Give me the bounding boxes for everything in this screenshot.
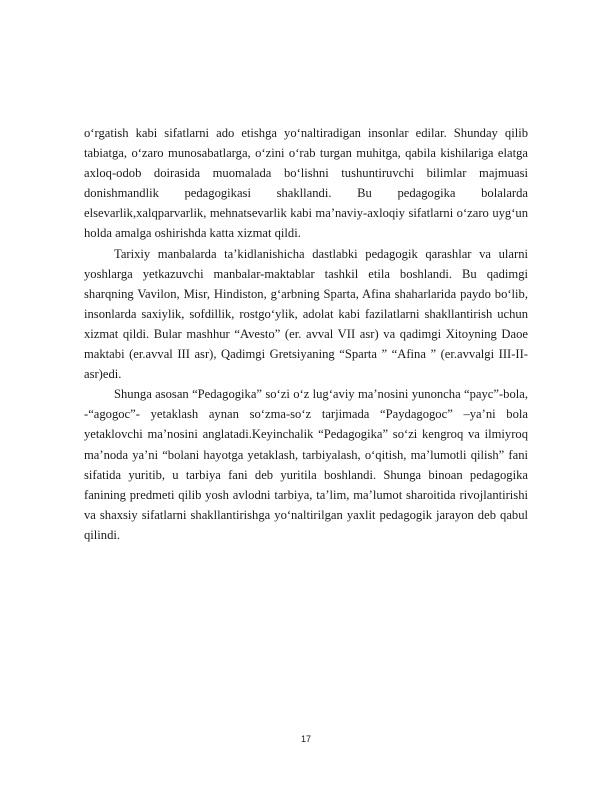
paragraph-1: o‘rgatish kabi sifatlarni ado etishga yo‘naltiradigan insonlar edilar. Shunday qilib tabiatga, o‘zaro munosabatlarga, o‘zini o‘rab turgan muhitga, qabila kishilariga elatga axloq-odob doirasida muomalada bo‘lishni tushuntiruvchi bilimlar majmuasi donishmandlik pedagogikasi shakllandi. Bu pedagogika bolalarda elsevarlik,xalqparvarlik, mehnatsevarlik kabi ma’naviy-axloqiy sifatlarni o‘zaro uyg‘un holda amalga oshirishda katta xizmat qildi. bbox=[84, 126, 528, 241]
paragraph-2: Tarixiy manbalarda ta’kidlanishicha dastlabki pedagogik qarashlar va ularni yoshlarga yetkazuvchi manbalar-maktablar tashkil etila boshlandi. Bu qadimgi sharqning Vavilon, Misr, Hindiston, g‘arbning Sparta, Afina shaharlarida paydo bo‘lib, insonlarda saxiylik, sofdillik, rostgo‘ylik, adolat kabi fazilatlarni shakllantirish uchun xizmat qildi. Bular mashhur “Avesto” (er. avval VII asr) va qadimgi Xitoyning Daoe maktabi (er.avval III asr), Qadimgi Gretsiyaning “Sparta ” “Afina ” (er.avvalgi III-II-asr)edi. bbox=[84, 246, 528, 382]
body-text bbox=[84, 123, 528, 545]
paragraph-3: Shunga asosan “Pedagogika” so‘zi o‘z lug‘aviy ma’nosini yunoncha “payc”-bola, -“agogoc”- yetaklash aynan so‘zma-so‘z tarjimada “Paydagogoc” –ya’ni bola yetaklovchi ma’nosini anglatadi.Keyinchalik “Pedagogika” so‘zi kengroq va ilmiyroq ma’noda ya’ni “bolani hayotga yetaklash, tarbiyalash, o‘qitish, ma’lumotli qilish” fani sifatida yuritib, u tarbiya fani deb yuritila boshlandi. Shunga binoan pedagogika fanining predmeti qilib yosh avlodni tarbiya, ta’lim, ma’lumot sharoitida rivojlantirishi va shaxsiy sifatlarni shakllantirishga yo‘naltirilgan yaxlit pedagogik jarayon deb qabul qilindi. bbox=[84, 387, 528, 542]
page-number: 17 bbox=[300, 734, 311, 744]
